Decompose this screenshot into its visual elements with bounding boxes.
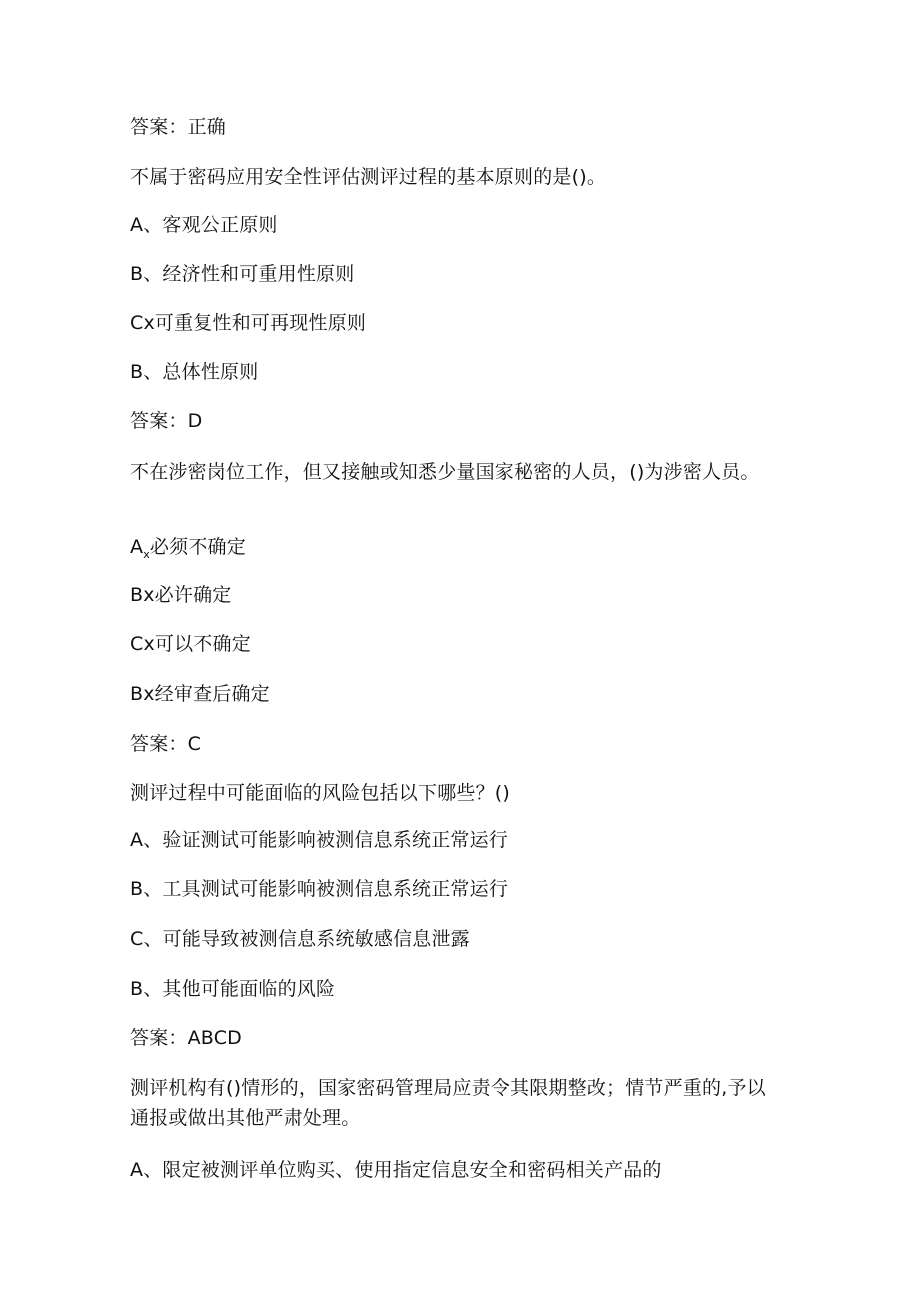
question-text: 不在涉密岗位工作，但又接触或知悉少量国家秘密的人员，()为涉密人员。 (130, 461, 760, 483)
option-a (130, 532, 790, 565)
option-c: C、可能导致被测信息系统敏感信息泄露 (130, 928, 470, 950)
option-a-text: 必须不确定 (149, 536, 246, 558)
option-d: B、总体性原则 (130, 361, 259, 383)
answer-line: 答案：D (130, 410, 203, 432)
option-a: A、限定被测评单位购买、使用指定信息安全和密码相关产品的 (130, 1159, 662, 1181)
answer-line: 答案：正确 (130, 116, 227, 138)
option-d: Bx经审查后确定 (130, 683, 270, 705)
option-c: Cx可重复性和可再现性原则 (130, 312, 367, 334)
option-b: Bx必许确定 (130, 584, 232, 606)
answer-line: 答案：C (130, 733, 202, 755)
option-a-prefix: A (130, 536, 144, 558)
question-text: 测评过程中可能面临的风险包括以下哪些？() (130, 782, 511, 804)
option-c: Cx可以不确定 (130, 633, 251, 655)
option-a-subscript: x (143, 548, 150, 561)
option-b: B、经济性和可重用性原则 (130, 263, 355, 285)
option-a: A、验证测试可能影响被测信息系统正常运行 (130, 829, 508, 851)
answer-line: 答案：ABCD (130, 1027, 242, 1049)
question-text: 测评机构有()情形的，国家密码管理局应责令其限期整改；情节严重的,予以通报或做出其他严肃处理。 (130, 1077, 766, 1129)
option-a: A、客观公正原则 (130, 214, 278, 236)
option-d: B、其他可能面临的风险 (130, 978, 336, 1000)
option-b: B、工具测试可能影响被测信息系统正常运行 (130, 878, 509, 900)
question-text: 不属于密码应用安全性评估测评过程的基本原则的是()。 (130, 166, 607, 188)
